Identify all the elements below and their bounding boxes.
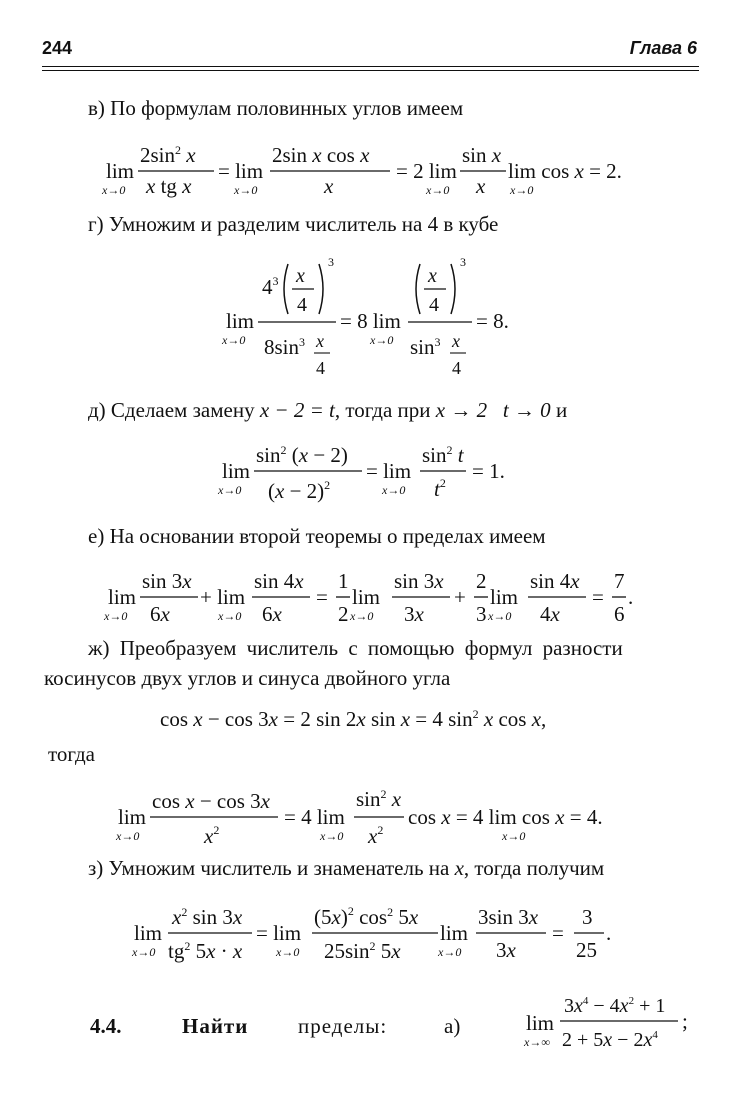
svg-text:x→0: x→0 xyxy=(102,183,126,197)
svg-text:x2: $x^2$ xyxy=(368,823,384,848)
svg-text:3x4 − 4x2 + 1: $3x^4 - 4x^2 + 1$ xyxy=(564,995,666,1017)
svg-text:3: 3 xyxy=(460,255,466,269)
svg-text:= lim: = lim xyxy=(256,921,302,945)
svg-text:x2 sin 3x: $x^2$ sin 3x xyxy=(172,905,243,929)
svg-text:= lim: = lim xyxy=(366,459,412,483)
svg-text:2: 2 xyxy=(338,602,349,626)
svg-text:x→0: x→0 xyxy=(502,829,526,843)
svg-text:lim: lim xyxy=(440,921,469,945)
svg-text:x→0: x→0 xyxy=(222,333,246,347)
svg-text:25sin2 5x: $25\sin^2$ 5x xyxy=(324,939,401,963)
page-number: 244 xyxy=(42,38,73,58)
svg-text:x→0: x→0 xyxy=(382,483,406,497)
item-d-part-a: д) Сделаем замену xyxy=(88,398,260,422)
svg-text:sin2 t: $\sin^2 t$ xyxy=(422,443,464,467)
svg-text:x→0: x→0 xyxy=(116,829,140,843)
svg-text:4x: 4x xyxy=(540,602,560,626)
svg-text:x tg x: x tg x xyxy=(146,174,192,198)
svg-text:6: 6 xyxy=(614,602,625,626)
svg-text:sin x: sin x xyxy=(462,143,502,167)
svg-text:cos x = 4 lim cos x = 4.: cos x = 4 lim cos x = 4. xyxy=(408,805,603,829)
formula-v xyxy=(100,138,660,205)
svg-text:= 8 lim: = 8 lim xyxy=(340,309,401,333)
header-rule-bottom xyxy=(42,70,699,71)
svg-text:x: x xyxy=(452,331,460,351)
svg-text:3x: 3x xyxy=(496,938,516,962)
svg-text:x→0: x→0 xyxy=(438,945,462,959)
svg-text:sin 3x: sin 3x xyxy=(142,569,192,593)
svg-text:(x − 2)2: $(x - 2)^2$ xyxy=(268,478,331,503)
svg-text:=: = xyxy=(316,585,328,609)
svg-text:= 1.: = 1. xyxy=(472,459,505,483)
svg-text:cos x − cos 3x = 2 sin 2x sin: cos x − cos 3x = 2 sin 2x sin x = 4 $\sin^2 x$ cos x, xyxy=(160,707,547,731)
svg-text:lim: lim xyxy=(352,585,381,609)
chapter-title: Глава 6 xyxy=(629,38,697,58)
svg-text:6x: 6x xyxy=(262,602,282,626)
item-togda: тогда xyxy=(48,742,95,766)
svg-text:sin 4x: sin 4x xyxy=(530,569,580,593)
svg-text:x→∞: x→∞ xyxy=(524,1035,550,1049)
svg-text:sin3: $\sin^3$ xyxy=(410,335,441,359)
svg-text:x→0: x→0 xyxy=(488,609,512,623)
svg-text:x→0: x→0 xyxy=(320,829,344,843)
item-g-text: г) Умножим и разделим числитель на 4 в кубе xyxy=(88,212,499,236)
svg-text:lim: lim xyxy=(490,585,519,609)
svg-text:2 + 5x − 2x4: $2 + 5x - 2x^4$ xyxy=(562,1029,658,1051)
svg-text:2sin x cos x: 2sin x cos x xyxy=(272,143,370,167)
formula-e xyxy=(102,566,662,633)
svg-text:x→0: x→0 xyxy=(370,333,394,347)
svg-text:25: 25 xyxy=(576,938,597,962)
svg-text:.: . xyxy=(628,585,634,609)
svg-text:lim: lim xyxy=(526,1011,555,1035)
svg-text:3: 3 xyxy=(582,905,593,929)
svg-text:tg2 5x · x: $tg^2$ 5x · x xyxy=(168,939,243,963)
formula-problem-a xyxy=(526,990,726,1059)
svg-text:x→0: x→0 xyxy=(276,945,300,959)
svg-text:x: x xyxy=(476,174,486,198)
svg-text:43: $4^3$ xyxy=(262,274,279,299)
formula-zh-identity xyxy=(160,702,600,741)
item-d-text xyxy=(88,398,567,423)
item-v-text: в) По формулам половинных углов имеем xyxy=(88,96,464,120)
svg-text:3: 3 xyxy=(328,255,334,269)
item-d-part-c: , тогда при xyxy=(334,398,436,422)
svg-text:x→0: x→0 xyxy=(234,183,258,197)
svg-text:x→0: x→0 xyxy=(132,945,156,959)
svg-text:lim: lim xyxy=(134,921,163,945)
svg-text:cos x − cos 3x: cos x − cos 3x xyxy=(152,789,270,813)
svg-text:x→0: x→0 xyxy=(218,483,242,497)
svg-text:4: 4 xyxy=(452,358,461,378)
svg-text:sin2 x: $\sin^2 x$ xyxy=(356,787,402,811)
svg-text:x→0: x→0 xyxy=(104,609,128,623)
svg-text:x→0: x→0 xyxy=(218,609,242,623)
svg-text:lim: lim xyxy=(106,159,135,183)
svg-text:sin 4x: sin 4x xyxy=(254,569,304,593)
formula-g xyxy=(222,256,542,391)
problem-part: а) xyxy=(444,1014,461,1038)
item-e-text: е) На основании второй теоремы о пределах имеем xyxy=(88,524,546,548)
svg-text:6x: 6x xyxy=(150,602,170,626)
item-zh-line1: ж) Преобразуем числитель с помощью формул разности xyxy=(88,636,623,660)
svg-text:4: 4 xyxy=(429,294,439,316)
svg-text:=: = xyxy=(592,585,604,609)
svg-text:lim cos x = 2.: lim cos x = 2. xyxy=(508,159,622,183)
svg-text:lim: lim xyxy=(226,309,255,333)
item-d-substitution: x − 2 = t xyxy=(259,398,335,422)
svg-text:=: = xyxy=(552,921,564,945)
svg-text:+ lim: + lim xyxy=(200,585,246,609)
problem-word: Найти xyxy=(182,1014,249,1038)
svg-text:x: x xyxy=(296,265,305,287)
item-zh-line2: косинусов двух углов и синуса двойного угла xyxy=(44,666,451,690)
svg-text:3sin 3x: 3sin 3x xyxy=(478,905,539,929)
item-z-variable: x xyxy=(454,856,464,880)
formula-z xyxy=(134,900,634,971)
svg-text:sin 3x: sin 3x xyxy=(394,569,444,593)
svg-text:lim: lim xyxy=(108,585,137,609)
svg-text:sin2 (x − 2): $\sin^2 (x - 2)$ xyxy=(256,443,348,467)
svg-text:x: x xyxy=(324,174,334,198)
svg-text:x→0: x→0 xyxy=(426,183,450,197)
formula-zh xyxy=(118,786,658,853)
problem-rest: пределы: xyxy=(298,1014,388,1038)
svg-text:x: x xyxy=(316,331,324,351)
svg-text:3x: 3x xyxy=(404,602,424,626)
svg-text:3: 3 xyxy=(476,602,487,626)
svg-text:x: x xyxy=(428,265,437,287)
item-z-text xyxy=(88,856,604,881)
item-z-part-a: з) Умножим числитель и знаменатель на xyxy=(88,856,455,880)
svg-text:1: 1 xyxy=(338,569,349,593)
svg-text:2: 2 xyxy=(476,569,487,593)
svg-text:= 4 lim: = 4 lim xyxy=(284,805,345,829)
header-rule-top xyxy=(42,66,699,67)
svg-text:= 2 lim: = 2 lim xyxy=(396,159,457,183)
formula-d xyxy=(216,440,536,511)
svg-text:= 8.: = 8. xyxy=(476,309,509,333)
svg-text:4: 4 xyxy=(316,358,325,378)
svg-text:8sin3: $8\sin^3$ xyxy=(264,335,306,359)
item-d-limit-condition: x → 2 t → 0 xyxy=(435,398,551,422)
item-z-part-c: , тогда получим xyxy=(463,856,605,880)
item-d-part-e: и xyxy=(550,398,568,422)
svg-text:x→0: x→0 xyxy=(350,609,374,623)
svg-text:(5x)2 cos2 5x: $(5x)^2$ $\cos^2 5x$ xyxy=(314,904,419,929)
svg-text:.: . xyxy=(606,921,612,945)
svg-text:x→0: x→0 xyxy=(510,183,534,197)
svg-text:t2: $t^2$ xyxy=(434,476,446,501)
svg-text:lim: lim xyxy=(222,459,251,483)
svg-text:4: 4 xyxy=(297,294,307,316)
svg-text:;: ; xyxy=(682,1009,688,1033)
svg-text:lim: lim xyxy=(118,805,147,829)
svg-text:+: + xyxy=(454,585,466,609)
svg-text:x2: $x^2$ xyxy=(204,823,220,848)
svg-text:2sin2 x: $2\sin^2$ x xyxy=(140,143,196,167)
svg-text:= lim: = lim xyxy=(218,159,264,183)
svg-text:7: 7 xyxy=(614,569,625,593)
problem-number: 4.4. xyxy=(90,1014,122,1038)
